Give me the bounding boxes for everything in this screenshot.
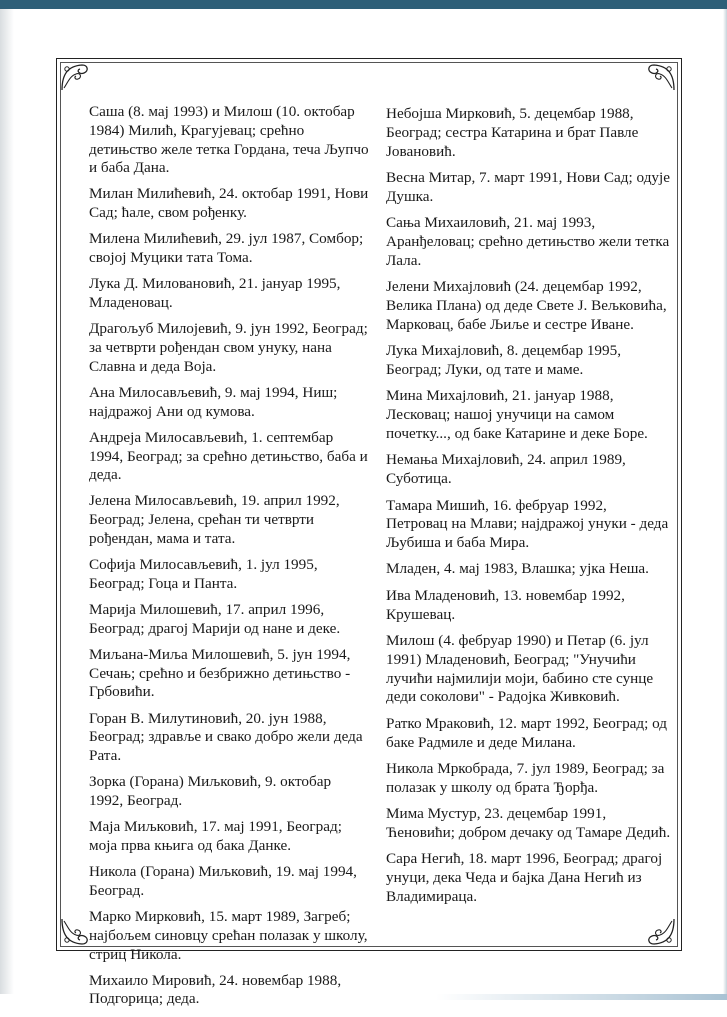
dedication-entry: Лука Д. Миловановић, 21. јануар 1995, Младеновац. <box>89 275 341 312</box>
flourish-corner-icon <box>644 915 678 949</box>
dedication-entry: Горан В. Милутиновић, 20. јун 1988, Београд; здравље и свако добро жели деда Рата. <box>89 709 363 765</box>
dedication-entry: Зорка (Горана) Миљковић, 9. октобар 1992, Београд. <box>89 773 332 810</box>
dedication-entry: Ива Младеновић, 13. новембар 1992, Крушевац. <box>386 586 625 623</box>
dedication-entry: Маја Миљковић, 17. мај 1991, Београд; моја прва књига од бака Данке. <box>89 818 342 854</box>
dedication-entry: Немања Михајловић, 24. април 1989, Суботица. <box>386 451 626 488</box>
dedication-entry: Милан Милићевић, 24. октобар 1991, Нови Сад; ћале, свом рођенку. <box>89 185 369 222</box>
dedication-entry: Миљана-Миља Милошевић, 5. јун 1994, Сечањ; срећно и безбрижно детињство - Грбовићи. <box>89 645 351 701</box>
dedication-entry: Никола Мркобрада, 7. јул 1989, Београд; за полазак у школу од брата Ђорђа. <box>386 760 665 796</box>
dedication-entry: Мина Михајловић, 21. јануар 1988, Лесковац; нашој унучици на самом почетку..., од баке Катарине и деке Боре. <box>386 387 648 442</box>
dedication-entry: Андреја Милосављевић, 1. септембар 1994, Београд; за срећно детињство, баба и деда. <box>89 428 368 484</box>
dedication-entry: Софија Милосављевић, 1. јул 1995, Београд; Гоца и Панта. <box>89 556 318 592</box>
dedication-entry: Марија Милошевић, 17. април 1996, Београд; драгој Марији од нане и деке. <box>89 601 341 637</box>
left-column <box>89 103 369 1017</box>
dedication-entry: Младен, 4. мај 1983, Влашка; ујка Неша. <box>386 560 649 578</box>
dedication-entry: Михаило Мировић, 24. новембар 1988, Подгорица; деда. <box>89 971 342 1008</box>
page-gutter-shadow <box>0 9 14 1000</box>
page-top-band <box>0 0 727 9</box>
page-right-edge <box>723 9 727 1000</box>
dedication-entry: Мима Мустур, 23. децембар 1991, Ћеновићи; добром дечаку од Тамаре Дедић. <box>386 805 671 842</box>
dedication-entry: Саша (8. мај 1993) и Милош (10. октобар 1984) Милић, Крагујевац; срећно детињство желе тетка Гордана, теча Љупчо и баба Дана. <box>89 103 369 177</box>
dedication-entry: Милена Милићевић, 29. јул 1987, Сомбор; својој Муцики тата Тома. <box>89 230 364 267</box>
dedication-entry: Јелена Милосављевић, 19. април 1992, Београд; Јелена, срећан ти четврти рођендан, мама и тата. <box>89 492 340 548</box>
flourish-corner-icon <box>644 60 678 94</box>
dedication-entry: Јелени Михајловић (24. децембар 1992, Велика Плана) од деде Свете Ј. Вељковића, Марковац, бабе Љиље и сестре Иване. <box>386 278 667 333</box>
dedication-entry: Ратко Мраковић, 12. март 1992, Београд; од баке Радмиле и деде Милана. <box>386 714 668 751</box>
dedication-entry: Лука Михајловић, 8. децембар 1995, Београд; Луки, од тате и маме. <box>386 342 622 378</box>
flourish-corner-icon <box>58 60 92 94</box>
dedication-entry: Ана Милосављевић, 9. мај 1994, Ниш; најдражој Ани од кумова. <box>89 383 338 420</box>
dedication-entry: Драгољуб Милојевић, 9. јун 1992, Београд; за четврти рођендан свом унуку, нана Славна и деда Воја. <box>89 320 368 375</box>
dedication-entry: Милош (4. фебруар 1990) и Петар (6. јул 1991) Младеновић, Београд; "Унучићи лучићи најмилији моји, бабино сте сунце деди соколови" - Радојка Живковић. <box>386 632 654 706</box>
dedication-entry: Марко Мирковић, 15. март 1989, Загреб; најбољем синовцу срећан полазак у школу, стриц Никола. <box>89 907 368 963</box>
dedication-entry: Никола (Горана) Миљковић, 19. мај 1994, Београд. <box>89 863 357 899</box>
dedication-entry: Тамара Мишић, 16. фебруар 1992, Петровац на Млави; најдражој унуки - деда Љубиша и баба Мира. <box>386 496 669 552</box>
dedication-entry: Сара Негић, 18. март 1996, Београд; драгој унуци, дека Чеда и бајка Дана Негић из Владимираца. <box>386 850 663 905</box>
dedication-entry: Небојша Мирковић, 5. децембар 1988, Београд; сестра Катарина и брат Павле Јовановић. <box>386 105 639 160</box>
dedication-entry: Сања Михаиловић, 21. мај 1993, Аранђеловац; срећно детињство жели тетка Лала. <box>386 214 670 269</box>
dedication-entry: Весна Митар, 7. март 1991, Нови Сад; одује Душка. <box>386 168 670 205</box>
right-column <box>386 105 672 914</box>
flourish-corner-icon <box>58 915 92 949</box>
